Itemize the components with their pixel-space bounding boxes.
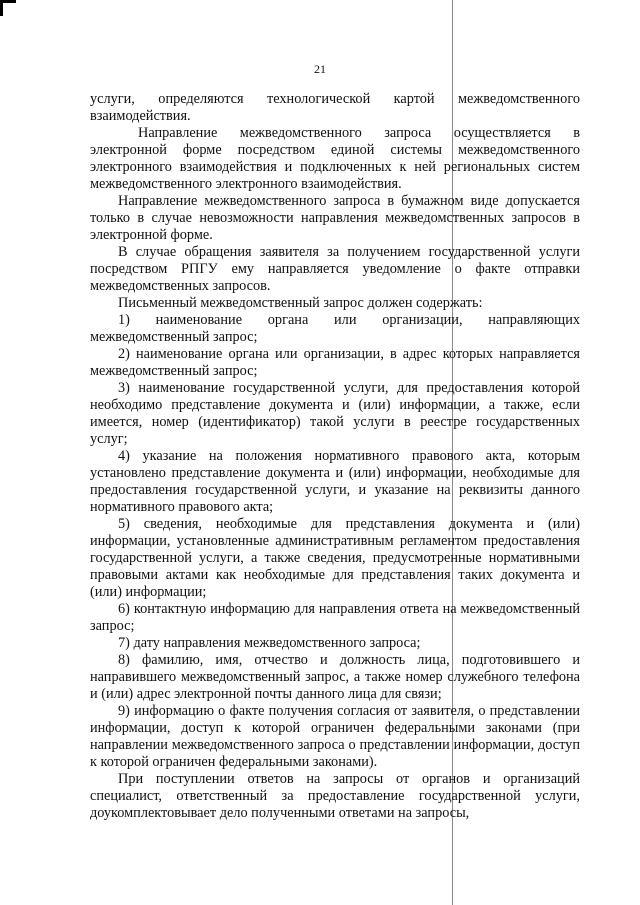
paragraph-rpgu-notice: В случае обращения заявителя за получением государственной услуги посредством РПГУ ему направляется уведомление о факте отправки межведомственных запросов. bbox=[90, 244, 580, 294]
document-body bbox=[90, 91, 580, 822]
list-item-6: 6) контактную информацию для направления ответа на межведомственный запрос; bbox=[90, 601, 580, 634]
paragraph-continuation: услуги, определяются технологической картой межведомственного взаимодействия. bbox=[90, 91, 580, 124]
paragraph-responses: При поступлении ответов на запросы от органов и организаций специалист, ответственный за предоставление государственной услуги, доукомплектовывает дело полученными ответами на запросы, bbox=[90, 771, 580, 821]
list-item-8: 8) фамилию, имя, отчество и должность лица, подготовившего и направившего межведомственный запрос, а также номер служебного телефона и (или) адрес электронной почты данного лица для связи; bbox=[90, 652, 580, 702]
list-item-1: 1) наименование органа или организации, направляющих межведомственный запрос; bbox=[90, 312, 580, 345]
list-item-9: 9) информацию о факте получения согласия от заявителя, о представлении информации, доступ к которой ограничен федеральными законами (при направлении межведомственного запроса о представлении информации, доступ к которой ограничен федеральными законами). bbox=[90, 703, 580, 770]
scan-corner-mark bbox=[0, 0, 16, 16]
list-item-7: 7) дату направления межведомственного запроса; bbox=[118, 635, 421, 651]
list-item-4: 4) указание на положения нормативного правового акта, которым установлено представление документа и (или) информации, необходимые для предоставления государственной услуги, и указание на реквизиты данного нормативного правового акта; bbox=[90, 448, 580, 515]
list-item-2: 2) наименование органа или организации, в адрес которых направляется межведомственный запрос; bbox=[90, 346, 580, 379]
paragraph-electronic-form: Направление межведомственного запроса осуществляется в электронной форме посредством единой системы межведомственного электронного взаимодействия и подключенных к ней региональных систем межведомственного электронного взаимодействия. bbox=[90, 125, 580, 192]
list-item-3: 3) наименование государственной услуги, для предоставления которой необходимо представление документа и (или) информации, а также, если имеется, номер (идентификатор) такой услуги в реестре государственных услуг; bbox=[90, 380, 580, 447]
list-item-5: 5) сведения, необходимые для представления документа и (или) информации, установленные административным регламентом предоставления государственной услуги, а также сведения, предусмотренные нормативными правовыми актами как необходимые для представления таких документа и (или) информации; bbox=[90, 516, 580, 600]
paragraph-request-contents: Письменный межведомственный запрос должен содержать: bbox=[118, 295, 483, 311]
page-number: 21 bbox=[314, 62, 326, 76]
paragraph-paper-form: Направление межведомственного запроса в бумажном виде допускается только в случае невозможности направления межведомственных запросов в электронной форме. bbox=[90, 193, 580, 243]
